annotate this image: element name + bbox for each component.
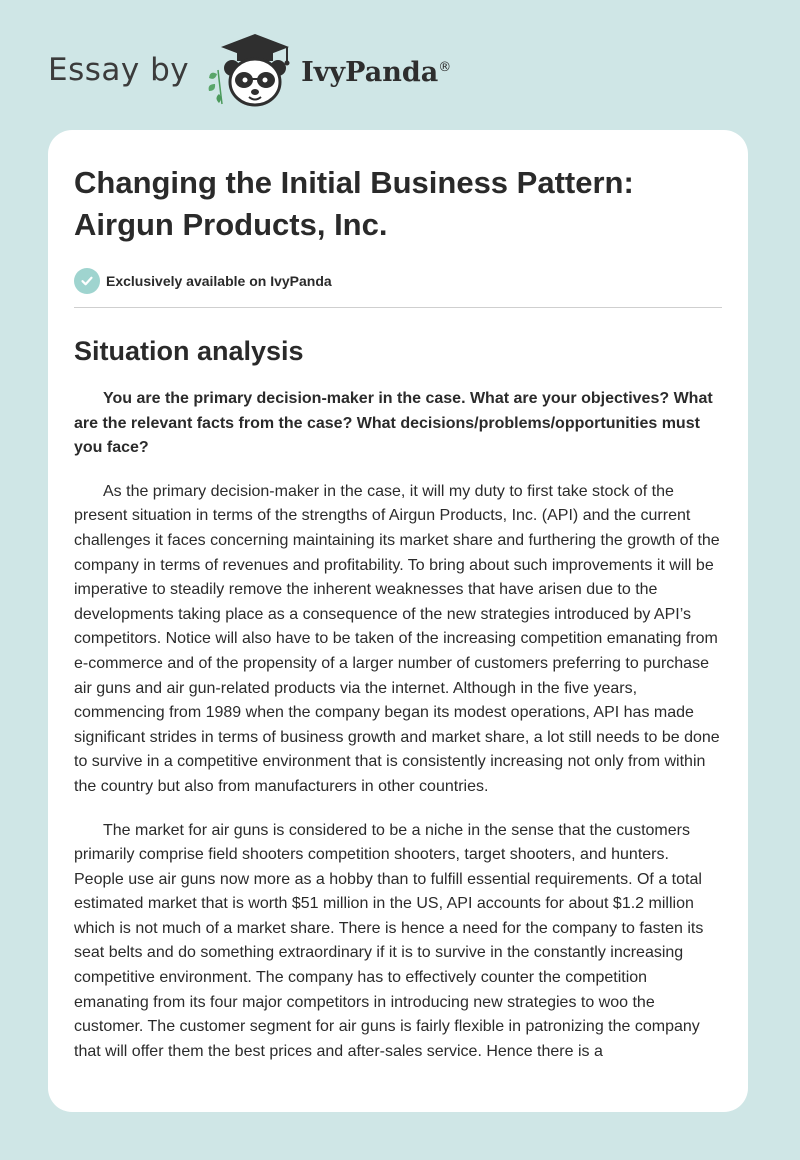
ivypanda-logo-icon[interactable] (201, 30, 297, 110)
section-heading: Situation analysis (74, 336, 304, 366)
exclusive-badge-text: Exclusively available on IvyPanda (106, 273, 332, 289)
body-paragraph-1: As the primary decision-maker in the case, it will my duty to first take stock of the present situation in terms of the strengths of Airgun Products, Inc. (API) and the current challenges it faces concerning maintaining its market share and furthering the growth of the company in terms of revenues and profitability. To bring about such improvements it will be imperative to steadily remove the inherent weaknesses that have arisen due to the developments taking place as a consequence of the new strategies introduced by API’s competitors. Notice will also have to be taken of the increasing competition emanating from e-commerce and of the propensity of a larger number of customers preferring to purchase air guns and air gun-related products via the internet. Although in the five years, commencing from 1989 when the company began its modest operations, API has made significant strides in terms of business growth and market share, a lot still needs to be done to survive in a competitive environment that is consistently increasing not only from within the country but also from manufacturers in other countries. (74, 482, 720, 795)
brand-name[interactable]: IvyPanda® (301, 56, 452, 88)
question-paragraph: You are the primary decision-maker in the case. What are your objectives? What are the relevant facts from the case? What decisions/problems/opportunities must you face? (74, 390, 713, 457)
divider (74, 307, 722, 308)
essay-title: Changing the Initial Business Pattern: Airgun Products, Inc. (74, 165, 634, 242)
registered-mark: ® (438, 59, 452, 75)
exclusive-badge (74, 268, 722, 294)
essay-by-label: Essay by (48, 52, 190, 88)
site-header (48, 30, 451, 110)
check-icon (74, 268, 100, 294)
body-paragraph-2: The market for air guns is considered to be a niche in the sense that the customers primarily comprise field shooters competition shooters, target shooters, and hunters. People use air guns now more as a hobby than to fulfill essential requirements. Of a total estimated market that is worth $51 million in the US, API accounts for about $1.2 million which is not much of a market share. There is hence a need for the company to fasten its seat belts and do something extraordinary if it is to survive in the constantly increasing competitive environment. The company has to effectively counter the competition emanating from its four major competitors in introducing new strategies to woo the customer. The customer segment for air guns is fairly flexible in patronizing the company that will offer them the best prices and after-sales service. Hence there is a (74, 821, 704, 1060)
essay-card (48, 130, 748, 1112)
